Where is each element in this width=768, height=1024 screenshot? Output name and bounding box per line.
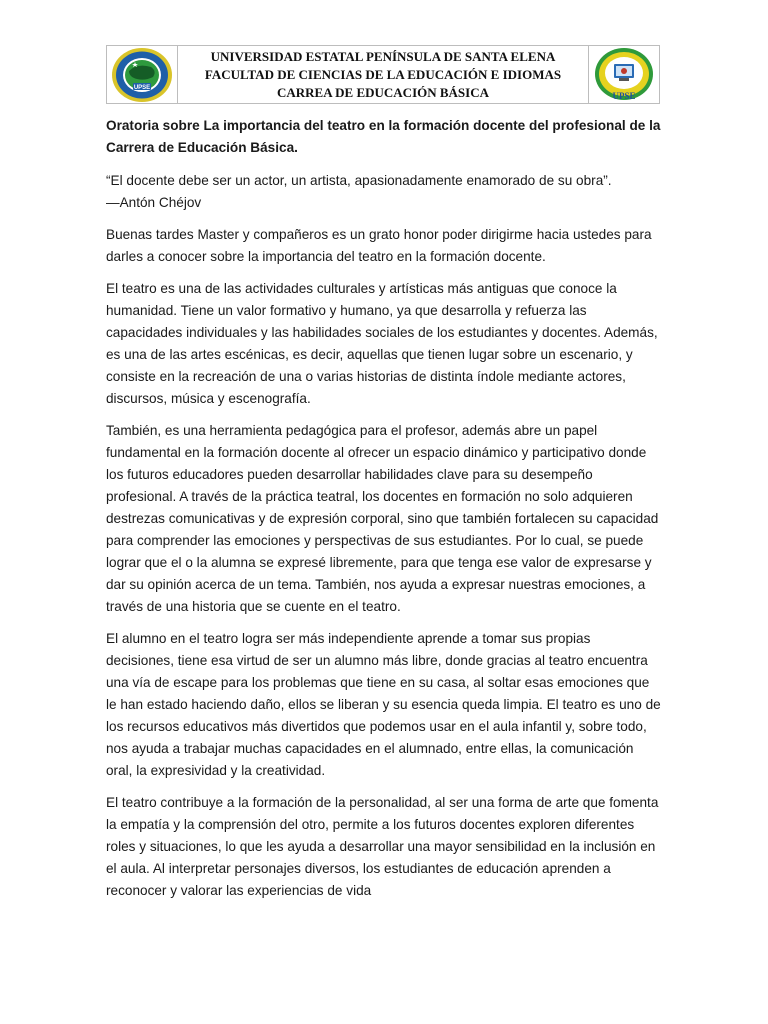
epigraph xyxy=(106,170,661,214)
document-header xyxy=(106,45,660,104)
epigraph-author: —Antón Chéjov xyxy=(106,195,202,210)
paragraph: El teatro es una de las actividades culturales y artísticas más antiguas que conoce la humanidad. Tiene un valor formativo y humano, ya que desarrolla y refuerza las capacidades individuales y las habilidades sociales de los estudiantes y docentes. Además, es una de las artes escénicas, es decir, aquellas que tienen lugar sobre un escenario, y consiste en la recreación de una o varias historias de distinta índole mediante actores, discursos, música y escenografía. xyxy=(106,281,658,406)
paragraph: Buenas tardes Master y compañeros es un grato honor poder dirigirme hacia ustedes para darles a conocer sobre la importancia del teatro en la formación docente. xyxy=(106,227,652,264)
career-name: CARREA DE EDUCACIÓN BÁSICA xyxy=(277,84,489,100)
header-right-logo-cell xyxy=(588,46,659,103)
epigraph-quote: “El docente debe ser un actor, un artista, apasionadamente enamorado de su obra”. xyxy=(106,173,612,188)
faculty-name: FACULTAD DE CIENCIAS DE LA EDUCACIÓN E IDIOMAS xyxy=(204,66,562,82)
header-left-logo-cell xyxy=(107,46,178,103)
university-seal-logo xyxy=(111,47,173,103)
right-logo-text: UPSE xyxy=(612,90,636,101)
left-logo-text: UPSE xyxy=(133,84,151,91)
header-title-block xyxy=(178,46,588,103)
document-body xyxy=(106,115,661,912)
faculty-seal-logo xyxy=(593,47,655,103)
paragraph: El teatro contribuye a la formación de la personalidad, al ser una forma de arte que fomenta la empatía y la comprensión del otro, permite a los futuros docentes exploren diferentes roles y situaciones, lo que les ayuda a desarrollar una mayor sensibilidad en la inclusión en el aula. Al interpretar personajes diversos, los estudiantes de educación aprenden a reconocer y valorar las experiencias de vida xyxy=(106,795,659,898)
paragraph: El alumno en el teatro logra ser más independiente aprende a tomar sus propias decisiones, tiene esa virtud de ser un alumno más libre, donde gracias al teatro encuentra una vía de escape para los problemas que tiene en su casa, al soltar esas emociones que le han estado haciendo daño, ellos se liberan y su esencia queda limpia. El teatro es uno de los recursos educativos más divertidos que podemos usar en el aula infantil y, sobre todo, nos ayuda a trabajar muchas capacidades en el alumnado, entre ellas, la comunicación oral, la expresividad y la creatividad. xyxy=(106,631,661,778)
university-name: UNIVERSIDAD ESTATAL PENÍNSULA DE SANTA ELENA xyxy=(210,48,556,64)
paragraph: También, es una herramienta pedagógica para el profesor, además abre un papel fundamental en la formación docente al ofrecer un espacio dinámico y participativo donde los futuros educadores pueden desarrollar habilidades clave para su desempeño profesional. A través de la práctica teatral, los docentes en formación no solo adquieren destrezas comunicativas y de expresión corporal, sino que también fortalecen su capacidad para comprender las emociones y perspectivas de sus estudiantes. Por lo cual, se puede lograr que el o la alumna se expresé libremente, para que tenga ese valor de expresarse y dar su opinión acerca de un tema. También, nos ayuda a expresar nuestras emociones, a través de una historia que se cuente en el teatro. xyxy=(106,423,659,614)
document-title: Oratoria sobre La importancia del teatro en la formación docente del profesional de la Carrera de Educación Básica. xyxy=(106,118,661,155)
